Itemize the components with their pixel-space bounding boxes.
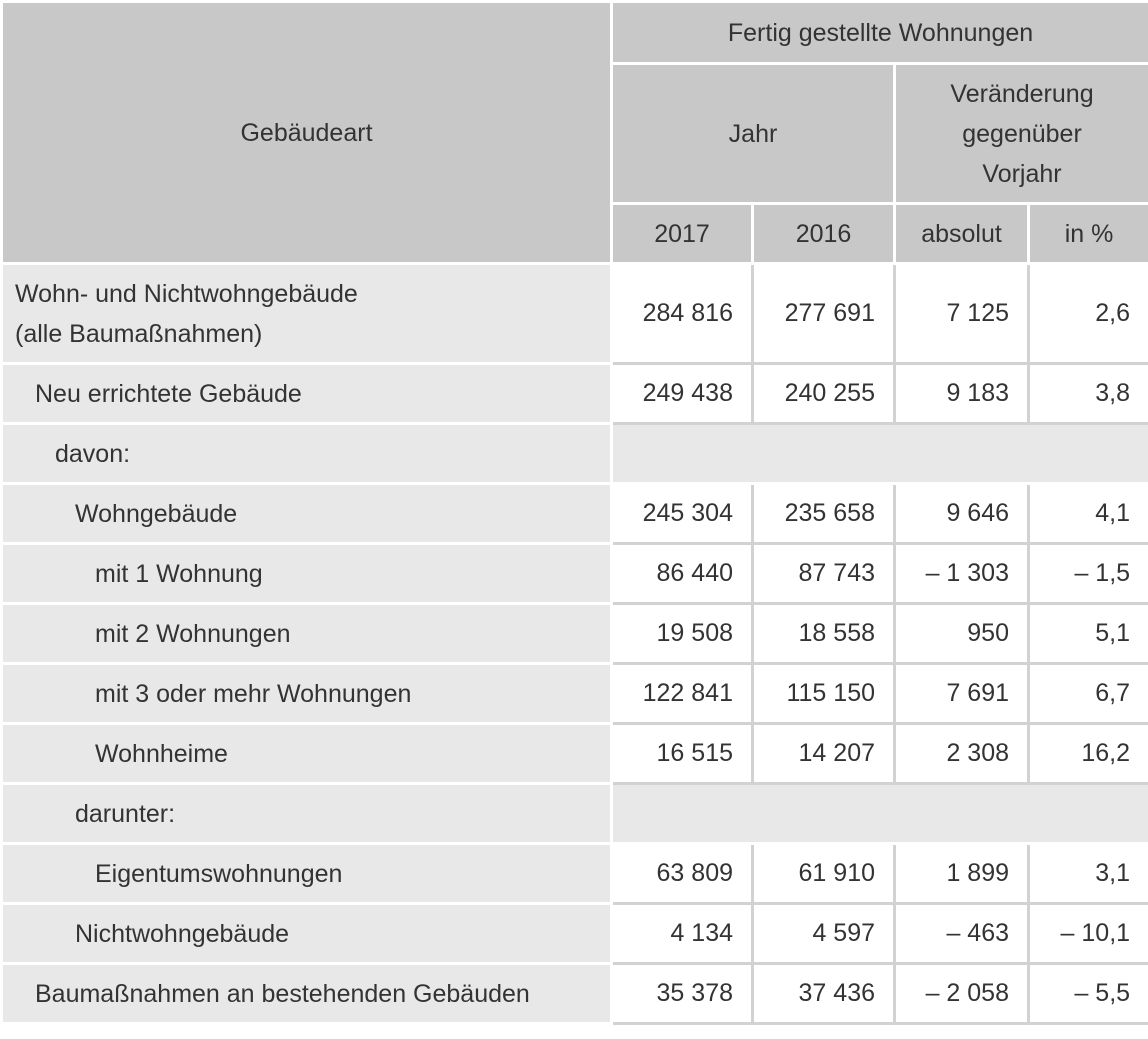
- cell-percent: 5,1: [1029, 604, 1148, 664]
- header-absolute: absolut: [895, 204, 1029, 264]
- table-row-section: [2, 784, 1148, 844]
- header-completed-dwellings: Fertig gestellte Wohnungen: [612, 2, 1148, 64]
- table-row: [2, 604, 1148, 664]
- cell-percent: 16,2: [1029, 724, 1148, 784]
- cell-2016: 115 150: [753, 664, 895, 724]
- cell-absolute: 9 183: [895, 364, 1029, 424]
- cell-2017: 86 440: [612, 544, 753, 604]
- header-change-line-3: Vorjahr: [982, 159, 1062, 188]
- cell-percent: 2,6: [1029, 264, 1148, 364]
- header-year: Jahr: [612, 64, 895, 204]
- cell-absolute: 9 646: [895, 484, 1029, 544]
- section-spacer: [612, 424, 1148, 484]
- cell-2017: 35 378: [612, 964, 753, 1024]
- table-row: [2, 544, 1148, 604]
- row-label: Nichtwohngebäude: [2, 904, 612, 964]
- table-row: [2, 844, 1148, 904]
- cell-2017: 122 841: [612, 664, 753, 724]
- table-row: [2, 664, 1148, 724]
- cell-absolute: 1 899: [895, 844, 1029, 904]
- cell-percent: – 10,1: [1029, 904, 1148, 964]
- table-row: [2, 264, 1148, 364]
- header-2017: 2017: [612, 204, 753, 264]
- cell-2017: 249 438: [612, 364, 753, 424]
- cell-2016: 61 910: [753, 844, 895, 904]
- cell-2016: 18 558: [753, 604, 895, 664]
- row-label-line-2: (alle Baumaßnahmen): [15, 319, 263, 348]
- header-building-type: Gebäudeart: [2, 2, 612, 264]
- header-change: [895, 64, 1148, 204]
- row-label: davon:: [2, 424, 612, 484]
- cell-2016: 87 743: [753, 544, 895, 604]
- header-percent: in %: [1029, 204, 1148, 264]
- row-label: [2, 264, 612, 364]
- row-label: Baumaßnahmen an bestehenden Gebäuden: [2, 964, 612, 1024]
- cell-2016: 14 207: [753, 724, 895, 784]
- row-label-line-1: Wohn- und Nichtwohngebäude: [15, 279, 358, 308]
- cell-2016: 4 597: [753, 904, 895, 964]
- table-row: [2, 964, 1148, 1024]
- cell-2017: 63 809: [612, 844, 753, 904]
- row-label: mit 3 oder mehr Wohnungen: [2, 664, 612, 724]
- cell-absolute: 950: [895, 604, 1029, 664]
- cell-percent: 6,7: [1029, 664, 1148, 724]
- cell-absolute: 2 308: [895, 724, 1029, 784]
- row-label: mit 1 Wohnung: [2, 544, 612, 604]
- cell-absolute: – 2 058: [895, 964, 1029, 1024]
- cell-2016: 277 691: [753, 264, 895, 364]
- cell-2017: 19 508: [612, 604, 753, 664]
- header-2016: 2016: [753, 204, 895, 264]
- table-header: [2, 2, 1148, 264]
- cell-absolute: – 463: [895, 904, 1029, 964]
- cell-percent: 3,1: [1029, 844, 1148, 904]
- row-label: Neu errichtete Gebäude: [2, 364, 612, 424]
- table-row: [2, 364, 1148, 424]
- table-row-section: [2, 424, 1148, 484]
- cell-2017: 16 515: [612, 724, 753, 784]
- cell-percent: 3,8: [1029, 364, 1148, 424]
- cell-2017: 4 134: [612, 904, 753, 964]
- header-change-line-2: gegenüber: [962, 119, 1082, 148]
- table-row: [2, 904, 1148, 964]
- row-label: darunter:: [2, 784, 612, 844]
- cell-2017: 284 816: [612, 264, 753, 364]
- section-spacer: [612, 784, 1148, 844]
- cell-2016: 37 436: [753, 964, 895, 1024]
- cell-2016: 235 658: [753, 484, 895, 544]
- table-body: [2, 264, 1148, 1024]
- row-label: Eigentumswohnungen: [2, 844, 612, 904]
- cell-percent: – 5,5: [1029, 964, 1148, 1024]
- cell-absolute: 7 691: [895, 664, 1029, 724]
- row-label: Wohngebäude: [2, 484, 612, 544]
- cell-absolute: – 1 303: [895, 544, 1029, 604]
- cell-percent: – 1,5: [1029, 544, 1148, 604]
- cell-percent: 4,1: [1029, 484, 1148, 544]
- header-change-line-1: Veränderung: [950, 79, 1094, 108]
- cell-2017: 245 304: [612, 484, 753, 544]
- table-row: [2, 484, 1148, 544]
- table-row: [2, 724, 1148, 784]
- row-label: mit 2 Wohnungen: [2, 604, 612, 664]
- cell-2016: 240 255: [753, 364, 895, 424]
- row-label: Wohnheime: [2, 724, 612, 784]
- cell-absolute: 7 125: [895, 264, 1029, 364]
